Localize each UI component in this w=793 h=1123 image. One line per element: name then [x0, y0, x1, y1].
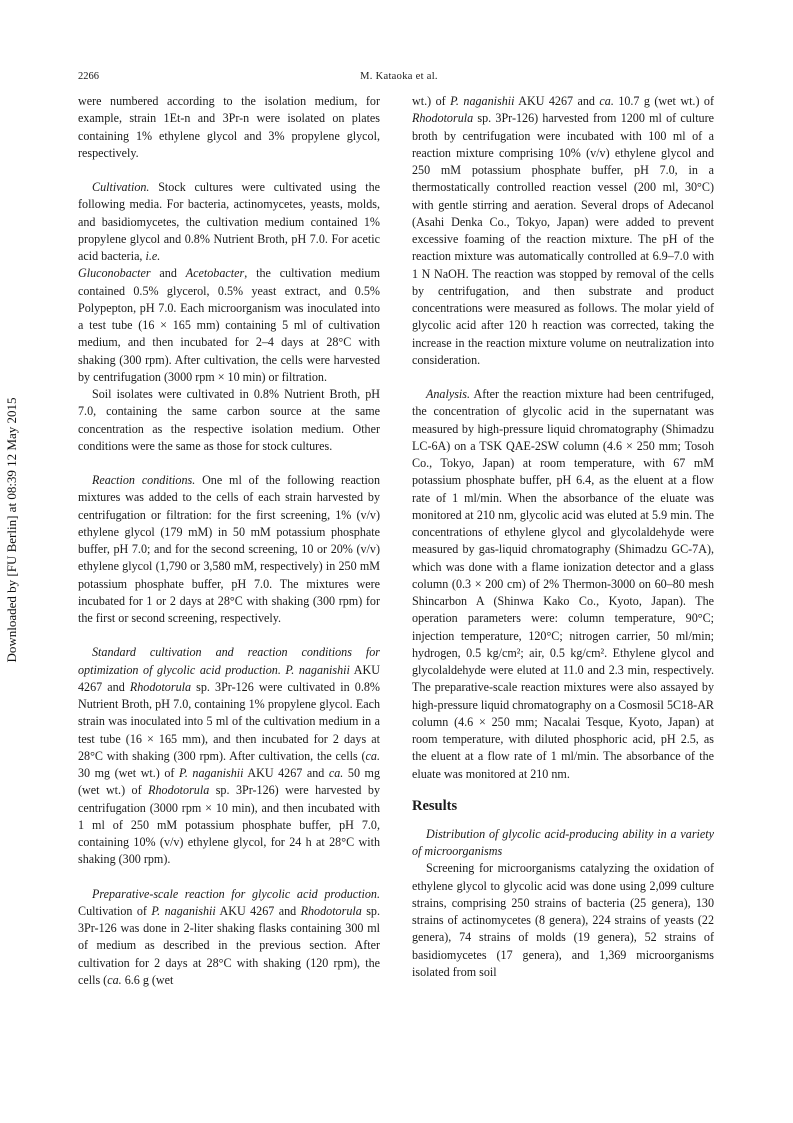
section-heading-reaction-conditions: Reaction conditions.	[92, 473, 196, 487]
section-heading-standard-conditions: Standard cultivation and reaction conditions for optimization of glycolic acid production.	[78, 645, 380, 677]
page-number: 2266	[78, 71, 99, 82]
paragraph-cultivation: Cultivation. Stock cultures were cultivated using the following media. For bacteria, actinomycetes, yeasts, molds, and basidiomycetes, the cultivation medium contained 1% propylene glycol and 0.8% Nutrient Broth, pH 7.0. For acetic acid bacteria, i.e. Gluconobacter and Acetobacter, the cultivation medium contained 0.5% glycerol, 0.5% yeast extract, and 0.5% Polypepton, pH 7.0. Each microorganism was inoculated into a test tube (16 × 165 mm) containing 5 ml of cultivation medium, and then incubated for 2–4 days at 28°C with shaking (300 rpm). After cultivation, the cells were harvested by centrifugation (3000 rpm × 10 min) or filtration.	[78, 180, 380, 384]
paragraph-reaction-conditions: Reaction conditions. One ml of the following reaction mixtures was added to the cells of each strain harvested by centrifugation or filtration: for the first screening, 1% (v/v) ethylene glycol (179 mM) in 50 mM potassium phosphate buffer, pH 7.0; and for the second screening, 10 or 20% (v/v) ethylene glycol (1,790 or 3,580 mM, respectively) in 250 mM potassium phosphate buffer, pH 7.0. The mixtures were incubated for 1 or 2 days at 28°C with shaking (300 rpm) for the first or second screening, respectively.	[78, 473, 380, 625]
results-heading: Results	[412, 797, 458, 814]
section-heading-analysis: Analysis.	[426, 387, 471, 401]
download-watermark	[4, 320, 20, 740]
section-heading-preparative-scale: Preparative-scale reaction for glycolic acid production.	[92, 886, 380, 901]
watermark-text: Downloaded by [FU Berlin] at 08:39 12 May 2015	[4, 397, 19, 663]
paragraph-preparative-continued: wt.) of P. naganishii AKU 4267 and ca. 10.7 g (wet wt.) of Rhodotorula sp. 3Pr-126) harvested from 1200 ml of culture broth by centrifugation were incubated with 100 ml of a reaction mixture comprising 10% (v/v) ethylene glycol and 250 mM potassium phosphate buffer, pH 7.0, in a thermostatically controlled reaction vessel (200 ml, 30°C) with gentle stirring and aeration. Several drops of Adecanol (Asahi Denka Co., Tokyo, Japan) were added to prevent excessive foaming of the reaction mixture. The pH of the reaction mixture was automatically controlled at 6.9–7.0 with 1 N NaOH. The reaction was stopped by removal of the cells by centrifugation, and then substrate and product concentrations were measured as follows. The molar yield of glycolic acid after 120 h reaction was corrected, taking the increase in the reaction mixture volume on neutralization into consideration.	[412, 94, 714, 367]
section-heading-cultivation: Cultivation.	[92, 180, 150, 194]
paragraph-isolation-continued: were numbered according to the isolation medium, for example, strain 1Et-n and 3Pr-n were isolated on plates containing 1% ethylene glycol and 3% propylene glycol, respectively.	[78, 94, 380, 160]
subsection-heading-distribution: Distribution of glycolic acid-producing ability in a variety of microorganisms	[412, 826, 714, 858]
paragraph-preparative-scale: Preparative-scale reaction for glycolic acid production. Cultivation of P. naganishii AKU 4267 and Rhodotorula sp. 3Pr-126 was done in 2-liter shaking flasks containing 300 ml of medium as described in the previous section. After cultivation for 2 days at 28°C with shaking (120 rpm), the cells (ca. 6.6 g (wet	[78, 886, 380, 987]
paragraph-soil-isolates: Soil isolates were cultivated in 0.8% Nutrient Broth, pH 7.0, containing the same carbon source at the same concentration as the respective isolation medium. Other conditions were the same as those for stock cultures.	[78, 387, 380, 453]
running-head: M. Kataoka et al.	[360, 71, 438, 82]
paragraph-screening: Screening for microorganisms catalyzing the oxidation of ethylene glycol to glycolic acid was done using 2,099 culture strains, comprising 250 strains of bacteria (25 genera), 130 strains of actinomycetes (8 genera), 224 strains of yeasts (22 genera), 74 strains of molds (19 genera), 52 strains of basidiomycetes (17 genera), and 1,369 microorganisms isolated from soil	[412, 861, 714, 979]
paragraph-analysis: Analysis. After the reaction mixture had been centrifuged, the concentration of glycolic acid in the supernatant was measured by high-pressure liquid chromatography (Shimadzu LC-6A) on a TSK QAE-2SW column (4.6 × 250 mm; Tosoh Co., Tokyo, Japan) at room temperature, with 67 mM potassium phosphate buffer, pH 6.4, as the eluent at a flow rate of 1 ml/min. When the absorbance of the eluate was monitored at 210 nm, glycolic acid was eluted at 5.9 min. The concentrations of ethylene glycol and glycolaldehyde were measured by gas-liquid chromatography (Shimadzu GC-7A), which was done with a flame ionization detector and a glass column (0.3 × 200 cm) of 2% Thermon-3000 on 60–80 mesh Shincarbon A (Shinwa Kako Co., Kyoto, Japan). The operation parameters were: column temperature, 90°C; injection temperature, 120°C; nitrogen carrier, 50 ml/min; hydrogen, 0.5 kg/cm²; air, 0.5 kg/cm². Ethylene glycol and glycolaldehyde were eluted at 11.0 and 2.3 min, respectively. The preparative-scale reaction mixtures were also assayed by high-pressure liquid chromatography on a Cosmosil 5C18-AR column (4.6 × 250 mm; Nacalai Tesque, Kyoto, Japan) at room temperature, with diluted phosphoric acid, pH 2.5, as the eluent at a flow rate of 1 ml/min. The absorbance of the eluate was monitored at 210 nm.	[412, 387, 714, 781]
right-column	[412, 93, 714, 981]
page-header	[78, 71, 720, 87]
left-column	[78, 93, 380, 989]
paragraph-standard-conditions: Standard cultivation and reaction conditions for optimization of glycolic acid production. P. naganishii AKU 4267 and Rhodotorula sp. 3Pr-126 were cultivated in 0.8% Nutrient Broth, pH 7.0, containing 1% propylene glycol. Each strain was inoculated into 5 ml of the cultivation medium in a test tube (16 × 165 mm), and then incubated for 2 days at 28°C with shaking (300 rpm). After cultivation, the cells (ca. 30 mg (wet wt.) of P. naganishii AKU 4267 and ca. 50 mg (wet wt.) of Rhodotorula sp. 3Pr-126) were harvested by centrifugation (3000 rpm × 10 min), and then incubated with 1 ml of 250 mM potassium phosphate buffer, pH 7.0, containing 10% (v/v) ethylene glycol, for 24 h at 28°C with shaking (300 rpm).	[78, 645, 381, 867]
